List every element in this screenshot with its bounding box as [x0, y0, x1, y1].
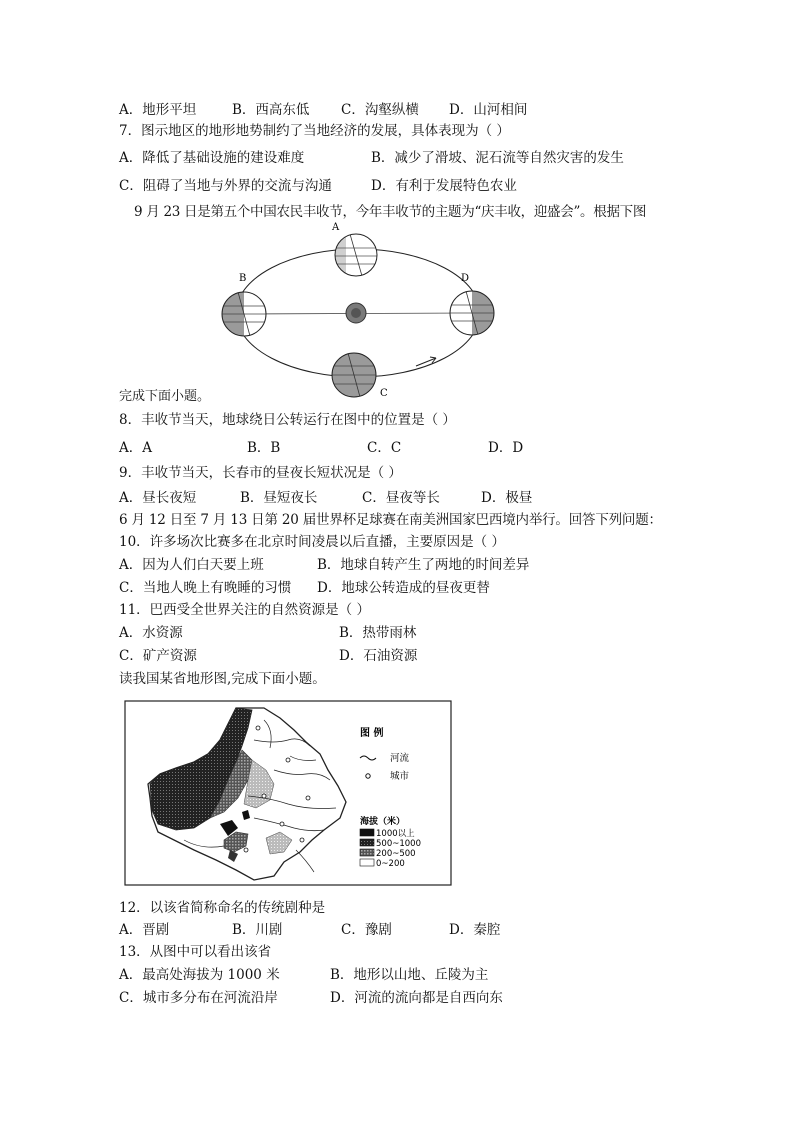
q12-option-a: A．晋剧: [119, 922, 170, 938]
q8-option-b: B．B: [247, 440, 281, 456]
legend-elev-4: 0~200: [376, 859, 405, 869]
q10-option-d: D．地球公转造成的昼夜更替: [317, 580, 490, 596]
q10-option-c: C．当地人晚上有晚睡的习惯: [119, 580, 292, 596]
q7-stem: 7．图示地区的地形地势制约了当地经济的发展，具体表现为（ ）: [119, 123, 510, 139]
earth-orbit-figure: [210, 218, 506, 398]
q8-stem: 8．丰收节当天，地球绕日公转运行在图中的位置是（ ）: [119, 412, 456, 428]
q9-option-c: C．昼夜等长: [362, 490, 440, 506]
map-intro: 读我国某省地形图,完成下面小题。: [119, 671, 326, 687]
q10-stem: 10．许多场次比赛多在北京时间凌晨以后直播，主要原因是（ ）: [119, 534, 505, 550]
legend-city-icon: [366, 774, 370, 778]
orbit-label-b: B: [239, 273, 247, 284]
q11-option-a: A．水资源: [119, 625, 183, 641]
q13-stem: 13．从图中可以看出该省: [119, 944, 272, 960]
q7-option-d: D．有利于发展特色农业: [371, 178, 517, 194]
q7-option-a: A．降低了基础设施的建设难度: [119, 150, 305, 166]
q6-option-a: A．地形平坦: [119, 102, 197, 118]
legend-elev-2: 500~1000: [376, 839, 421, 849]
worldcup-intro: 6 月 12 日至 7 月 13 日第 20 届世界杯足球赛在南美洲国家巴西境内举行。回答下列问题：: [119, 512, 662, 528]
q8-option-d: D．D: [488, 440, 524, 456]
province-terrain-map: [124, 700, 452, 886]
q11-option-b: B．热带雨林: [339, 625, 417, 641]
q6-option-b: B．西高东低: [232, 102, 310, 118]
q12-stem: 12．以该省简称命名的传统剧种是: [119, 900, 326, 916]
q8-option-a: A．A: [119, 440, 152, 456]
q13-option-a: A．最高处海拔为 1000 米: [119, 967, 280, 983]
q11-option-d: D．石油资源: [339, 648, 418, 664]
q9-stem: 9．丰收节当天，长春市的昼夜长短状况是（ ）: [119, 465, 402, 481]
q12-option-d: D．秦腔: [449, 922, 501, 938]
q10-option-a: A．因为人们白天要上班: [119, 557, 264, 573]
city-icon: [256, 726, 260, 730]
q13-option-d: D．河流的流向都是自西向东: [330, 990, 503, 1006]
q8-option-c: C．C: [367, 440, 402, 456]
q13-option-b: B．地形以山地、丘陵为主: [330, 967, 489, 983]
q6-option-c: C．沟壑纵横: [341, 102, 419, 118]
harvest-intro-cont: 完成下面小题。: [119, 389, 211, 404]
orbit-label-c: C: [380, 388, 388, 398]
q10-option-b: B．地球自转产生了两地的时间差异: [317, 557, 530, 573]
q11-option-c: C．矿产资源: [119, 648, 197, 664]
orbit-label-d: D: [461, 273, 470, 284]
legend-title: 图 例: [360, 728, 384, 739]
legend-river-label: 河流: [390, 753, 410, 764]
q7-option-b: B．减少了滑坡、泥石流等自然灾害的发生: [371, 150, 624, 166]
q11-stem: 11．巴西受全世界关注的自然资源是（ ）: [119, 602, 370, 618]
q6-option-d: D．山河相间: [449, 102, 528, 118]
q12-option-c: C．豫剧: [341, 922, 392, 938]
legend-elev-1: 1000以上: [376, 829, 415, 839]
q12-option-b: B．川剧: [232, 922, 283, 938]
q7-option-c: C．阻碍了当地与外界的交流与沟通: [119, 178, 332, 194]
q9-option-a: A．昼长夜短: [119, 490, 197, 506]
q13-option-c: C．城市多分布在河流沿岸: [119, 990, 278, 1006]
legend-elev-title: 海拔（米）: [360, 817, 406, 827]
orbit-label-a: A: [332, 222, 340, 233]
q9-option-b: B．昼短夜长: [240, 490, 318, 506]
legend-city-label: 城市: [390, 771, 410, 782]
legend-elev-3: 200~500: [376, 849, 416, 859]
harvest-intro: 9 月 23 日是第五个中国农民丰收节，今年丰收节的主题为“庆丰收，迎盛会”。根据下图: [134, 204, 647, 220]
q9-option-d: D．极昼: [481, 490, 533, 506]
